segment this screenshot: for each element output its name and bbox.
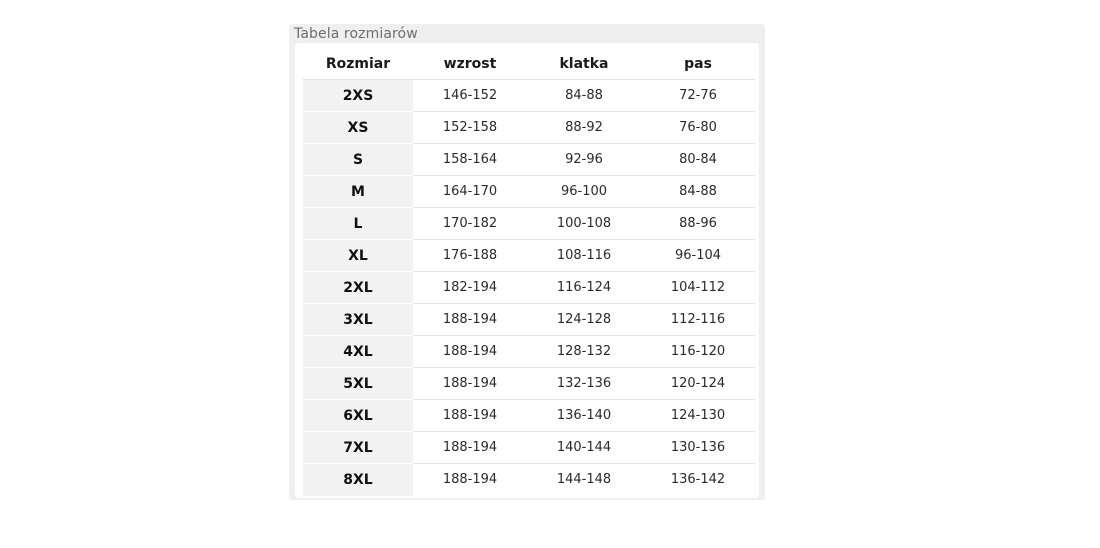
size-cell: XS xyxy=(303,112,413,144)
height-cell: 146-152 xyxy=(413,80,527,112)
column-header-height: wzrost xyxy=(413,49,527,80)
chest-cell: 96-100 xyxy=(527,176,641,208)
column-header-size: Rozmiar xyxy=(303,49,413,80)
size-cell: 2XL xyxy=(303,272,413,304)
height-cell: 188-194 xyxy=(413,368,527,400)
waist-cell: 124-130 xyxy=(641,400,755,432)
table-row xyxy=(303,432,755,464)
chest-cell: 108-116 xyxy=(527,240,641,272)
table-row xyxy=(303,80,755,112)
chest-cell: 124-128 xyxy=(527,304,641,336)
size-cell: 6XL xyxy=(303,400,413,432)
size-chart-frame xyxy=(289,24,765,500)
chest-cell: 84-88 xyxy=(527,80,641,112)
size-cell: 8XL xyxy=(303,464,413,496)
size-cell: L xyxy=(303,208,413,240)
size-chart-title: Tabela rozmiarów xyxy=(294,26,418,42)
chest-cell: 136-140 xyxy=(527,400,641,432)
table-row xyxy=(303,144,755,176)
waist-cell: 136-142 xyxy=(641,464,755,496)
size-chart-panel xyxy=(295,43,759,498)
size-chart-table xyxy=(303,49,755,496)
table-row xyxy=(303,336,755,368)
waist-cell: 76-80 xyxy=(641,112,755,144)
height-cell: 182-194 xyxy=(413,272,527,304)
table-row xyxy=(303,400,755,432)
waist-cell: 104-112 xyxy=(641,272,755,304)
chest-cell: 144-148 xyxy=(527,464,641,496)
height-cell: 152-158 xyxy=(413,112,527,144)
height-cell: 188-194 xyxy=(413,464,527,496)
table-row xyxy=(303,304,755,336)
table-row xyxy=(303,112,755,144)
size-cell: XL xyxy=(303,240,413,272)
chest-cell: 88-92 xyxy=(527,112,641,144)
waist-cell: 112-116 xyxy=(641,304,755,336)
height-cell: 158-164 xyxy=(413,144,527,176)
height-cell: 164-170 xyxy=(413,176,527,208)
waist-cell: 96-104 xyxy=(641,240,755,272)
size-cell: 5XL xyxy=(303,368,413,400)
chest-cell: 132-136 xyxy=(527,368,641,400)
size-chart-body xyxy=(303,80,755,496)
waist-cell: 84-88 xyxy=(641,176,755,208)
table-row xyxy=(303,208,755,240)
table-row xyxy=(303,176,755,208)
chest-cell: 100-108 xyxy=(527,208,641,240)
column-header-waist: pas xyxy=(641,49,755,80)
chest-cell: 116-124 xyxy=(527,272,641,304)
height-cell: 170-182 xyxy=(413,208,527,240)
waist-cell: 88-96 xyxy=(641,208,755,240)
height-cell: 188-194 xyxy=(413,304,527,336)
table-row xyxy=(303,464,755,496)
size-cell: 2XS xyxy=(303,80,413,112)
waist-cell: 130-136 xyxy=(641,432,755,464)
size-cell: M xyxy=(303,176,413,208)
waist-cell: 72-76 xyxy=(641,80,755,112)
height-cell: 176-188 xyxy=(413,240,527,272)
table-row xyxy=(303,368,755,400)
table-row xyxy=(303,272,755,304)
height-cell: 188-194 xyxy=(413,432,527,464)
waist-cell: 120-124 xyxy=(641,368,755,400)
height-cell: 188-194 xyxy=(413,336,527,368)
column-header-chest: klatka xyxy=(527,49,641,80)
waist-cell: 80-84 xyxy=(641,144,755,176)
size-cell: S xyxy=(303,144,413,176)
chest-cell: 92-96 xyxy=(527,144,641,176)
table-row xyxy=(303,240,755,272)
waist-cell: 116-120 xyxy=(641,336,755,368)
chest-cell: 140-144 xyxy=(527,432,641,464)
size-cell: 7XL xyxy=(303,432,413,464)
size-cell: 4XL xyxy=(303,336,413,368)
header-row xyxy=(303,49,755,80)
height-cell: 188-194 xyxy=(413,400,527,432)
chest-cell: 128-132 xyxy=(527,336,641,368)
size-cell: 3XL xyxy=(303,304,413,336)
